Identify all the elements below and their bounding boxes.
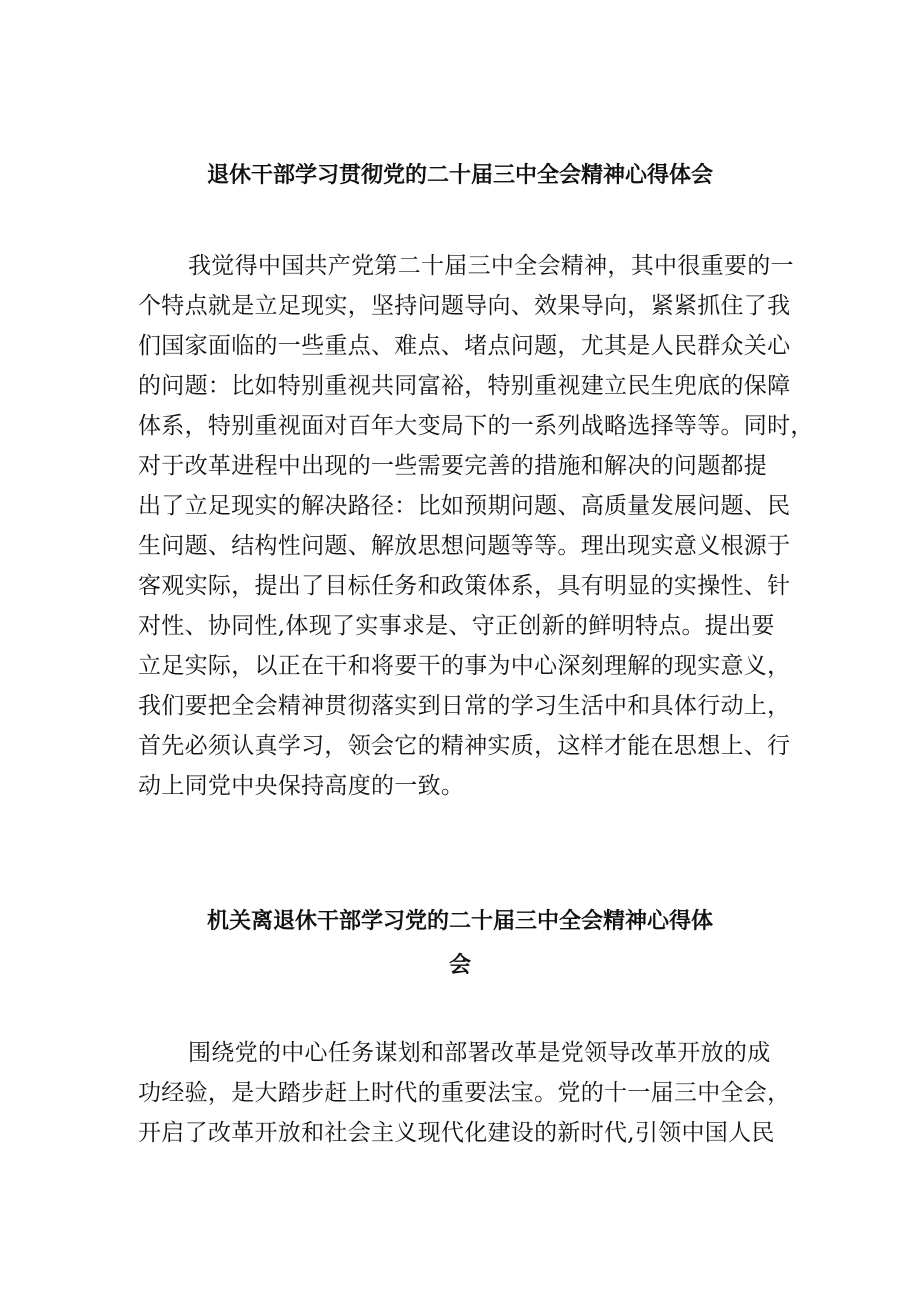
section-body-2: [138, 1033, 791, 1153]
body-line: 我们要把全会精神贯彻落实到日常的学习生活中和具体行动上，: [138, 693, 791, 719]
body-line: 个特点就是立足现实，坚持问题导向、效果导向，紧紧抓住了我: [138, 293, 791, 319]
section-title-1: 退休干部学习贯彻党的二十届三中全会精神心得体会: [206, 163, 713, 188]
body-line: 客观实际，提出了目标任务和政策体系，具有明显的实操性、针: [138, 573, 791, 599]
body-line: 们国家面临的一些重点、难点、堵点问题，尤其是人民群众关心: [138, 333, 791, 359]
section-title-2-line-1: 机关离退休干部学习党的二十届三中全会精神心得体: [206, 909, 713, 934]
body-line: 的问题：比如特别重视共同富裕，特别重视建立民生兜底的保障: [138, 373, 791, 399]
body-line: 功经验，是大踏步赶上时代的重要法宝。党的十一届三中全会，: [138, 1080, 791, 1106]
section-body-1: [138, 246, 814, 806]
body-line: 体系，特别重视面对百年大变局下的一系列战略选择等等。同时，: [138, 413, 814, 439]
section-title-2: [140, 900, 780, 988]
body-line: 对于改革进程中出现的一些需要完善的措施和解决的问题都提: [138, 453, 768, 479]
body-line: 对性、协同性,体现了实事求是、守正创新的鲜明特点。提出要: [138, 613, 775, 639]
body-line: 出了立足现实的解决路径：比如预期问题、高质量发展问题、民: [138, 493, 791, 519]
body-line: 立足实际，以正在干和将要干的事为中心深刻理解的现实意义，: [138, 653, 791, 679]
body-line: 动上同党中央保持高度的一致。: [138, 773, 465, 799]
body-line: 生问题、结构性问题、解放思想问题等等。理出现实意义根源于: [138, 533, 791, 559]
body-line: 开启了改革开放和社会主义现代化建设的新时代,引领中国人民: [138, 1120, 775, 1146]
body-line: 我觉得中国共产党第二十届三中全会精神，其中很重要的一: [188, 253, 794, 279]
body-line: 围绕党的中心任务谋划和部署改革是党领导改革开放的成: [188, 1040, 771, 1066]
body-line: 首先必须认真学习，领会它的精神实质，这样才能在思想上、行: [138, 733, 791, 759]
section-title-2-line-2: 会: [448, 953, 471, 978]
